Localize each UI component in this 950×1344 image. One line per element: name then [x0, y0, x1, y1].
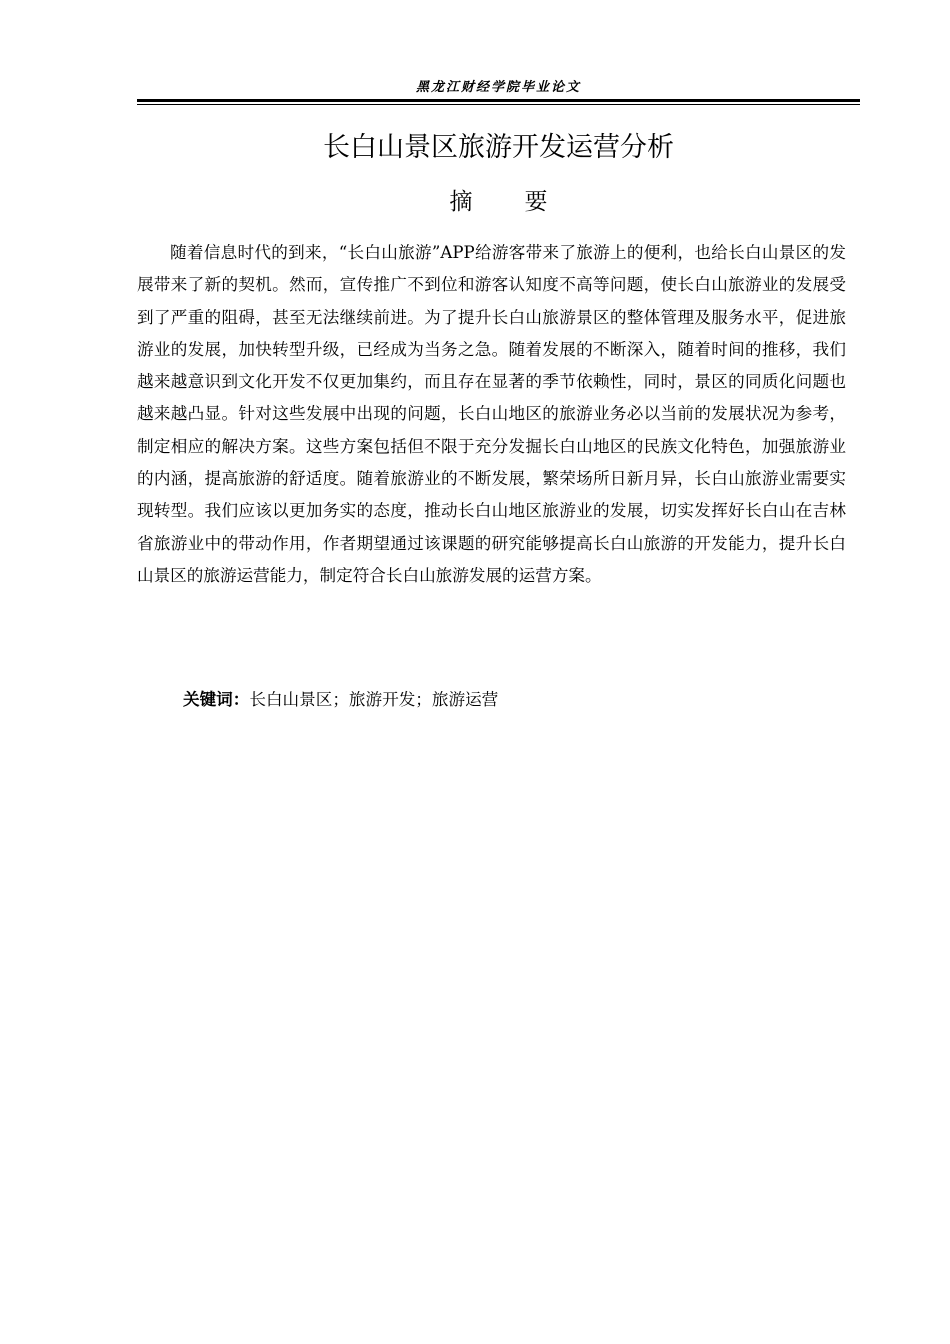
header-rule-thin [137, 104, 860, 105]
abstract-heading: 摘要 [449, 189, 600, 215]
keywords-line [183, 684, 846, 716]
running-header: 黑龙江财经学院毕业论文 [415, 80, 581, 95]
abstract-body: 随着信息时代的到来，“长白山旅游”APP给游客带来了旅游上的便利，也给长白山景区的发展带来了新的契机。然而，宣传推广不到位和游客认知度不高等问题，使长白山旅游业的发展受到了严重的阻碍，甚至无法继续前进。为了提升长白山旅游景区的整体管理及服务水平，促进旅游业的发展，加快转型升级，已经成为当务之急。随着发展的不断深入，随着时间的推移，我们越来越意识到文化开发不仅更加集约，而且存在显著的季节依赖性，同时，景区的同质化问题也越来越凸显。针对这些发展中出现的问题，长白山地区的旅游业务必以当前的发展状况为参考，制定相应的解决方案。这些方案包括但不限于充分发掘长白山地区的民族文化特色，加强旅游业的内涵，提高旅游的舒适度。随着旅游业的不断发展，繁荣场所日新月异，长白山旅游业需要实现转型。我们应该以更加务实的态度，推动长白山地区旅游业的发展，切实发挥好长白山在吉林省旅游业中的带动作用，作者期望通过该课题的研究能够提高长白山旅游的开发能力，提升长白山景区的旅游运营能力，制定符合长白山旅游发展的运营方案。 [137, 243, 846, 585]
keywords-value: 长白山景区；旅游开发；旅游运营 [249, 690, 499, 709]
header-rule-thick [137, 99, 860, 102]
keywords-label: 关键词： [183, 690, 250, 709]
paper-title: 长白山景区旅游开发运营分析 [323, 132, 674, 163]
